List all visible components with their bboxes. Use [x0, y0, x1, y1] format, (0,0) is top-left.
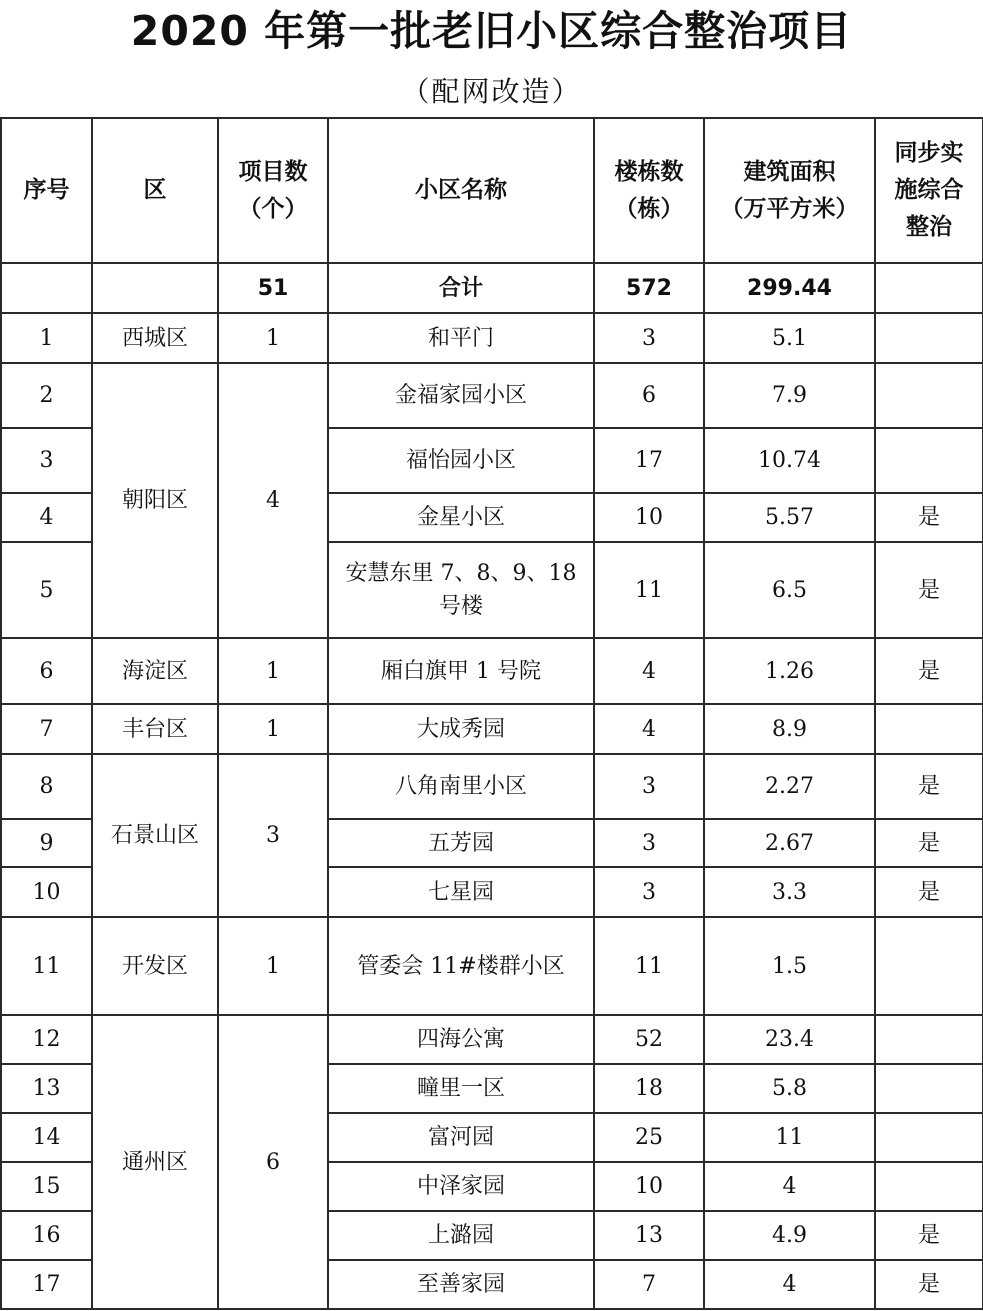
cell-community: 上潞园 [328, 1211, 594, 1260]
total-label: 合计 [328, 263, 594, 313]
cell-seq: 3 [1, 428, 92, 493]
cell-community: 和平门 [328, 313, 594, 363]
cell-project-count: 1 [218, 638, 328, 704]
cell-sync: 是 [875, 754, 983, 819]
cell-community: 中泽家园 [328, 1162, 594, 1211]
header-project-count: 项目数 （个） [218, 118, 328, 263]
cell-district: 丰台区 [92, 704, 218, 754]
projects-table [0, 117, 983, 1310]
cell-community: 安慧东里 7、8、9、18 号楼 [328, 542, 594, 638]
cell-seq: 14 [1, 1113, 92, 1162]
cell-sync: 是 [875, 1211, 983, 1260]
total-sync [875, 263, 983, 313]
cell-buildings: 7 [594, 1260, 704, 1309]
cell-area: 3.3 [704, 867, 875, 917]
cell-community: 金福家园小区 [328, 363, 594, 428]
cell-seq: 15 [1, 1162, 92, 1211]
cell-sync [875, 1162, 983, 1211]
total-row [1, 263, 983, 313]
cell-sync [875, 1064, 983, 1113]
cell-buildings: 10 [594, 1162, 704, 1211]
table-header-row [1, 118, 983, 263]
table-row [1, 363, 983, 428]
total-area: 299.44 [704, 263, 875, 313]
cell-seq: 16 [1, 1211, 92, 1260]
total-project-count: 51 [218, 263, 328, 313]
cell-buildings: 25 [594, 1113, 704, 1162]
cell-sync: 是 [875, 638, 983, 704]
cell-seq: 4 [1, 493, 92, 542]
cell-community: 大成秀园 [328, 704, 594, 754]
cell-area: 10.74 [704, 428, 875, 493]
cell-area: 4 [704, 1260, 875, 1309]
cell-sync: 是 [875, 867, 983, 917]
document-title: 2020 年第一批老旧小区综合整治项目 [130, 7, 853, 55]
header-buildings: 楼栋数 （栋） [594, 118, 704, 263]
cell-community: 富河园 [328, 1113, 594, 1162]
cell-project-count: 1 [218, 313, 328, 363]
cell-project-count: 6 [218, 1015, 328, 1309]
cell-area: 4.9 [704, 1211, 875, 1260]
cell-sync [875, 313, 983, 363]
cell-community: 金星小区 [328, 493, 594, 542]
cell-buildings: 11 [594, 542, 704, 638]
cell-sync [875, 363, 983, 428]
document-subtitle: （配网改造） [401, 75, 582, 108]
cell-seq: 13 [1, 1064, 92, 1113]
header-district: 区 [92, 118, 218, 263]
cell-buildings: 3 [594, 754, 704, 819]
cell-buildings: 3 [594, 819, 704, 867]
header-seq: 序号 [1, 118, 92, 263]
cell-district: 开发区 [92, 917, 218, 1015]
cell-seq: 2 [1, 363, 92, 428]
cell-seq: 8 [1, 754, 92, 819]
cell-community: 疃里一区 [328, 1064, 594, 1113]
cell-sync [875, 428, 983, 493]
cell-community: 五芳园 [328, 819, 594, 867]
cell-project-count: 1 [218, 917, 328, 1015]
cell-area: 8.9 [704, 704, 875, 754]
cell-seq: 6 [1, 638, 92, 704]
cell-seq: 17 [1, 1260, 92, 1309]
cell-buildings: 6 [594, 363, 704, 428]
cell-buildings: 11 [594, 917, 704, 1015]
cell-sync [875, 917, 983, 1015]
cell-community: 至善家园 [328, 1260, 594, 1309]
cell-community: 厢白旗甲 1 号院 [328, 638, 594, 704]
cell-seq: 10 [1, 867, 92, 917]
table-row [1, 917, 983, 1015]
cell-buildings: 4 [594, 638, 704, 704]
header-community: 小区名称 [328, 118, 594, 263]
total-seq [1, 263, 92, 313]
cell-buildings: 13 [594, 1211, 704, 1260]
table-row [1, 638, 983, 704]
table-row [1, 1015, 983, 1064]
cell-area: 5.8 [704, 1064, 875, 1113]
cell-community: 管委会 11#楼群小区 [328, 917, 594, 1015]
cell-buildings: 17 [594, 428, 704, 493]
cell-community: 四海公寓 [328, 1015, 594, 1064]
cell-buildings: 18 [594, 1064, 704, 1113]
cell-seq: 12 [1, 1015, 92, 1064]
cell-district: 石景山区 [92, 754, 218, 917]
cell-district: 海淀区 [92, 638, 218, 704]
cell-community: 七星园 [328, 867, 594, 917]
cell-buildings: 3 [594, 313, 704, 363]
cell-sync: 是 [875, 493, 983, 542]
cell-area: 11 [704, 1113, 875, 1162]
cell-area: 2.27 [704, 754, 875, 819]
cell-buildings: 4 [594, 704, 704, 754]
cell-area: 4 [704, 1162, 875, 1211]
cell-community: 福怡园小区 [328, 428, 594, 493]
cell-sync: 是 [875, 819, 983, 867]
cell-area: 7.9 [704, 363, 875, 428]
cell-area: 23.4 [704, 1015, 875, 1064]
table-row [1, 754, 983, 819]
cell-area: 6.5 [704, 542, 875, 638]
cell-buildings: 52 [594, 1015, 704, 1064]
cell-seq: 9 [1, 819, 92, 867]
cell-buildings: 3 [594, 867, 704, 917]
cell-area: 1.5 [704, 917, 875, 1015]
cell-seq: 7 [1, 704, 92, 754]
table-row [1, 313, 983, 363]
cell-sync [875, 1113, 983, 1162]
cell-area: 1.26 [704, 638, 875, 704]
cell-project-count: 1 [218, 704, 328, 754]
cell-seq: 11 [1, 917, 92, 1015]
cell-seq: 1 [1, 313, 92, 363]
cell-district: 通州区 [92, 1015, 218, 1309]
total-buildings: 572 [594, 263, 704, 313]
header-area: 建筑面积 （万平方米） [704, 118, 875, 263]
cell-sync [875, 704, 983, 754]
cell-district: 朝阳区 [92, 363, 218, 638]
cell-community: 八角南里小区 [328, 754, 594, 819]
cell-sync: 是 [875, 542, 983, 638]
cell-sync: 是 [875, 1260, 983, 1309]
cell-project-count: 3 [218, 754, 328, 917]
table-row [1, 704, 983, 754]
cell-seq: 5 [1, 542, 92, 638]
cell-buildings: 10 [594, 493, 704, 542]
cell-area: 5.1 [704, 313, 875, 363]
cell-area: 5.57 [704, 493, 875, 542]
cell-district: 西城区 [92, 313, 218, 363]
cell-project-count: 4 [218, 363, 328, 638]
header-sync: 同步实 施综合 整治 [875, 118, 983, 263]
cell-sync [875, 1015, 983, 1064]
total-district [92, 263, 218, 313]
cell-area: 2.67 [704, 819, 875, 867]
